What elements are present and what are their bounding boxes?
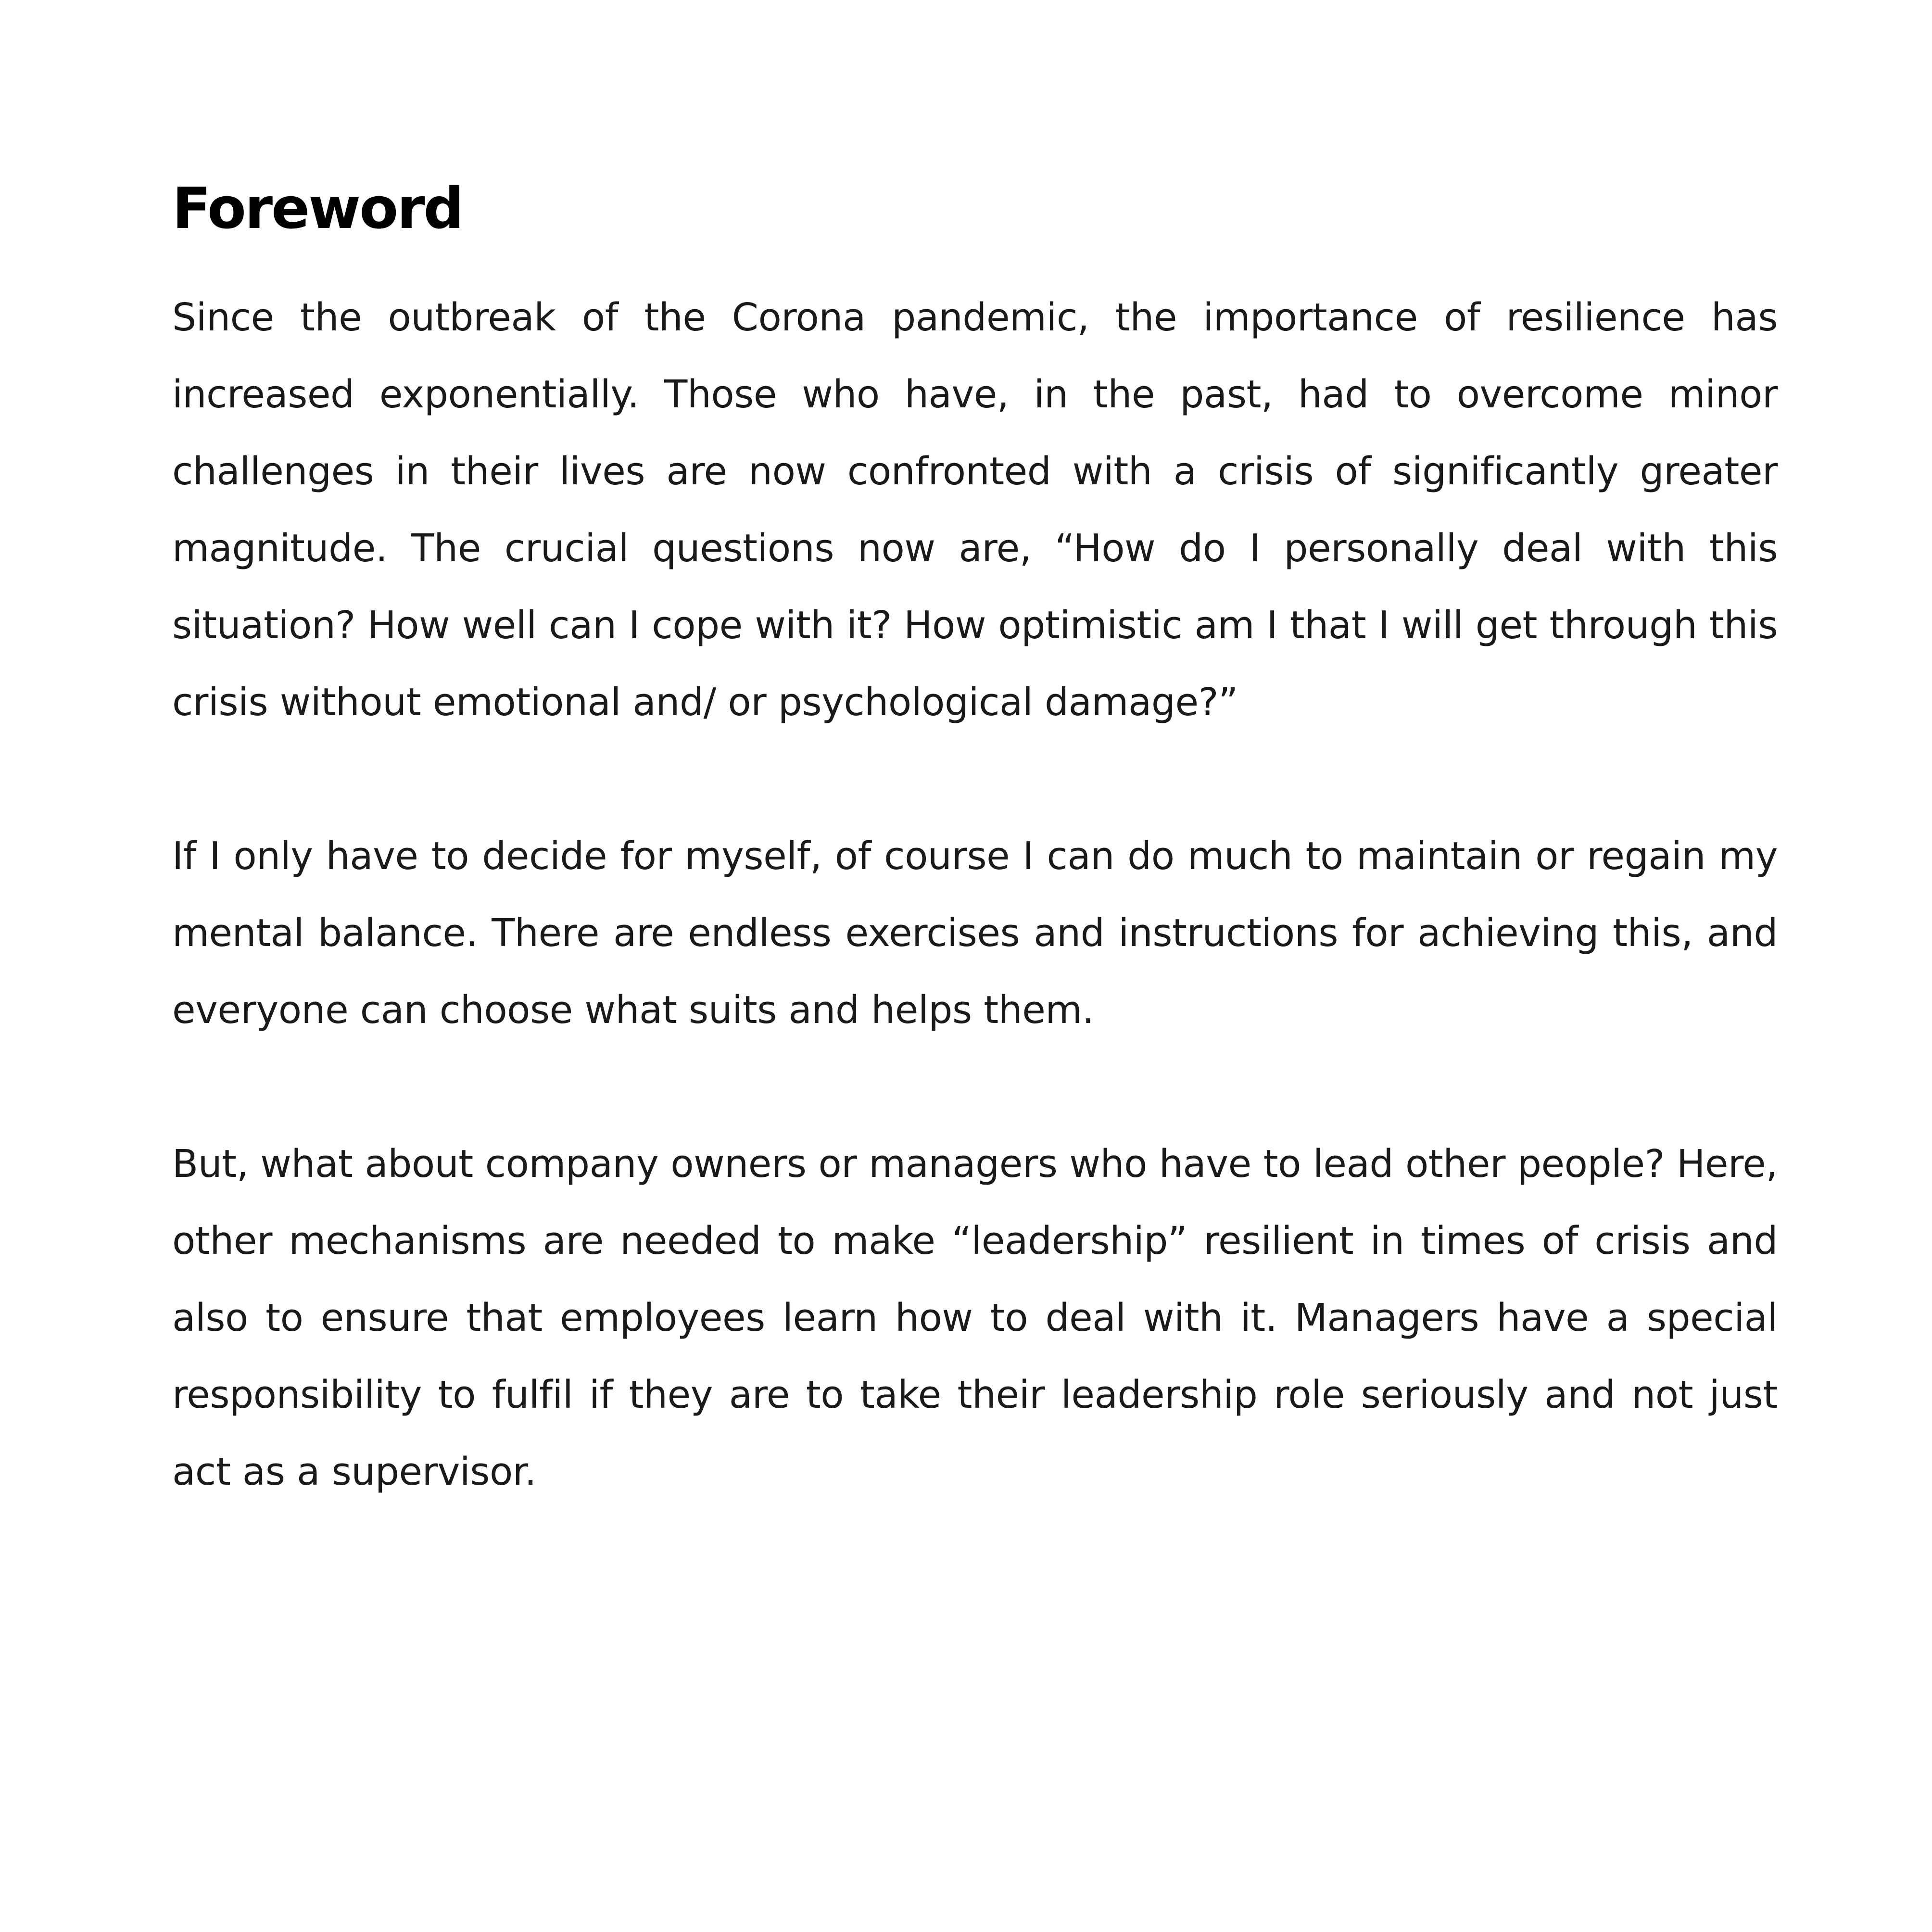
paragraph-2: If I only have to decide for myself, of course I can do much to maintain or regain my mental balance. There are endless exercises and instructions for achieving this, and everyone can choose what suits and helps them. (172, 834, 1778, 1032)
paragraph-1: Since the outbreak of the Corona pandemic, the importance of resilience has increased exponentially. Those who have, in the past, had to overcome minor challenges in their lives are now confronted with a crisis of significantly greater magnitude. The crucial questions now are, “How do I personally deal with this situation? How well can I cope with it? How optimistic am I that I will get through this crisis without emotional and/ or psychological damage?” (172, 295, 1778, 724)
paragraph-3: But, what about company owners or managers who have to lead other people? Here, other mechanisms are needed to make “leadership” resilient in times of crisis and also to ensure that employees learn how to deal with it. Managers have a special responsibility to fulfil if they are to take their leadership role seriously and not just act as a supervisor. (172, 1142, 1778, 1494)
page-title: Foreword (172, 175, 463, 241)
page-content (172, 172, 1778, 1510)
